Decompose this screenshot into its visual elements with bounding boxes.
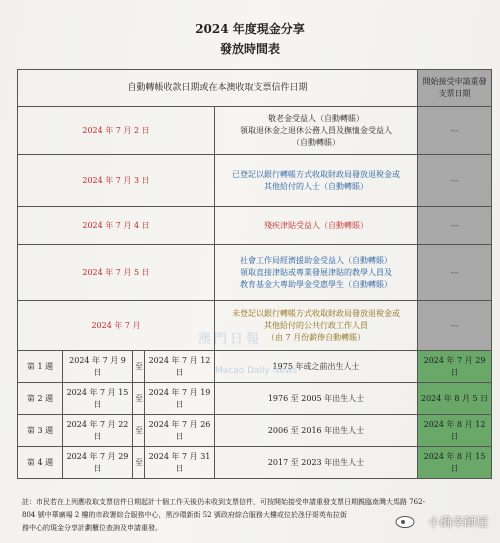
recipient-cell (215, 245, 418, 301)
recipient-line: 其他給付的人士（自動轉賬） (264, 181, 368, 191)
recipient-line: 其他給付的公共行政工作人員 (264, 320, 368, 330)
birth-years: 1976 至 2005 年出生人士 (215, 383, 418, 415)
week-to-word: 至 (133, 351, 145, 383)
week-label: 第 1 週 (18, 351, 63, 383)
week-to: 2024 年 7 月 31 日 (145, 447, 215, 479)
week-to-word: 至 (133, 447, 145, 479)
header-reissue-date: 開始接受申請重發支票日期 (418, 70, 492, 107)
footnote (22, 496, 492, 535)
recipient-line: 社會工作局經濟援助金受益人（自動轉賬） (240, 255, 392, 265)
week-row (18, 383, 492, 415)
recipient-line: 教育基金大專助學金受惠學生（自動轉賬） (240, 279, 392, 289)
schedule-table (17, 69, 492, 479)
reissue-cell: --- (418, 245, 492, 301)
week-label: 第 2 週 (18, 383, 63, 415)
newspaper-stamp: 澳門日報 (198, 332, 263, 347)
payment-date-cell: 2024 年 7 月 2 日 (18, 107, 215, 155)
reissue-date: 2024 年 7 月 29 日 (418, 351, 492, 383)
reissue-cell: --- (418, 207, 492, 245)
recipient-cell (215, 155, 418, 207)
week-from: 2024 年 7 月 22 日 (63, 415, 133, 447)
reissue-cell: --- (418, 107, 492, 155)
reissue-date: 2024 年 8 月 12 日 (418, 415, 492, 447)
header-payment-date: 自動轉帳收款日期或在本澳收取支票信件日期 (18, 70, 418, 107)
recipient-line: 殘疾津貼受益人（自動轉賬） (264, 220, 368, 230)
weibo-icon (394, 514, 416, 528)
footnote-line: 804 號中華廣場 2 樓的市政署綜合服務中心，黑沙環新街 52 號政府綜合服務大樓或位於氹仔哥英布拉街 (22, 511, 347, 519)
reissue-date: 2024 年 8 月 5 日 (418, 383, 492, 415)
recipient-line: 未登記以銀行轉帳方式收取財政局發放退稅金或 (232, 308, 400, 318)
week-from: 2024 年 7 月 15 日 (63, 383, 133, 415)
recipient-line: （由 7 月份薪俸自動轉賬） (266, 332, 366, 342)
table-row (18, 207, 492, 245)
week-to-word: 至 (133, 383, 145, 415)
week-label: 第 3 週 (18, 415, 63, 447)
footnote-line: 務中心的現金分享計劃櫃位查詢及申請重發。 (22, 524, 162, 532)
table-row (18, 107, 492, 155)
week-to: 2024 年 7 月 26 日 (145, 415, 215, 447)
recipient-line: 已登記以銀行轉帳方式收取財政局發放退稅金或 (232, 169, 400, 179)
week-to: 2024 年 7 月 19 日 (145, 383, 215, 415)
page-title: 2024 年度現金分享 (195, 22, 305, 36)
week-from: 2024 年 7 月 9 日 (63, 351, 133, 383)
reissue-date: 2024 年 8 月 15 日 (418, 447, 492, 479)
payment-date-cell: 2024 年 7 月 (18, 301, 215, 351)
newspaper-stamp-sub: Macao Daily News (215, 366, 298, 376)
recipient-line: 領取退休金之退休公務人員及撫恤金受益人 (240, 125, 392, 135)
birth-years: 2017 至 2023 年出生人士 (215, 447, 418, 479)
week-to-word: 至 (133, 415, 145, 447)
week-to: 2024 年 7 月 12 日 (145, 351, 215, 383)
birth-years: 2006 至 2016 年出生人士 (215, 415, 418, 447)
payment-date-cell: 2024 年 7 月 3 日 (18, 155, 215, 207)
recipient-line: （自動轉賬） (292, 137, 340, 147)
birth-years: 1975 年或之前出生人士 (215, 351, 418, 383)
recipient-line: 領取直接津貼或專業發展津貼的教學人員及 (240, 267, 392, 277)
page-subtitle: 發放時間表 (219, 42, 280, 56)
watermark-text: 小确幸師屋 (428, 515, 489, 529)
week-label: 第 4 週 (18, 447, 63, 479)
week-from: 2024 年 7 月 29 日 (63, 447, 133, 479)
reissue-cell: --- (418, 155, 492, 207)
table-row (18, 155, 492, 207)
payment-date-cell: 2024 年 7 月 4 日 (18, 207, 215, 245)
table-row (18, 245, 492, 301)
payment-date-cell: 2024 年 7 月 5 日 (18, 245, 215, 301)
recipient-cell (215, 107, 418, 155)
week-row (18, 447, 492, 479)
week-row (18, 415, 492, 447)
recipient-line: 敬老金受益人（自動轉賬） (268, 113, 364, 123)
recipient-cell (215, 207, 418, 245)
footnote-line: 註：市民若在上列應收取支票信件日期起計十個工作天後仍未收到支票信件，可按開始接受申請重發支票日期親臨南灣大馬路 762- (22, 498, 425, 506)
reissue-cell: --- (418, 301, 492, 351)
table-header-row (18, 70, 492, 107)
